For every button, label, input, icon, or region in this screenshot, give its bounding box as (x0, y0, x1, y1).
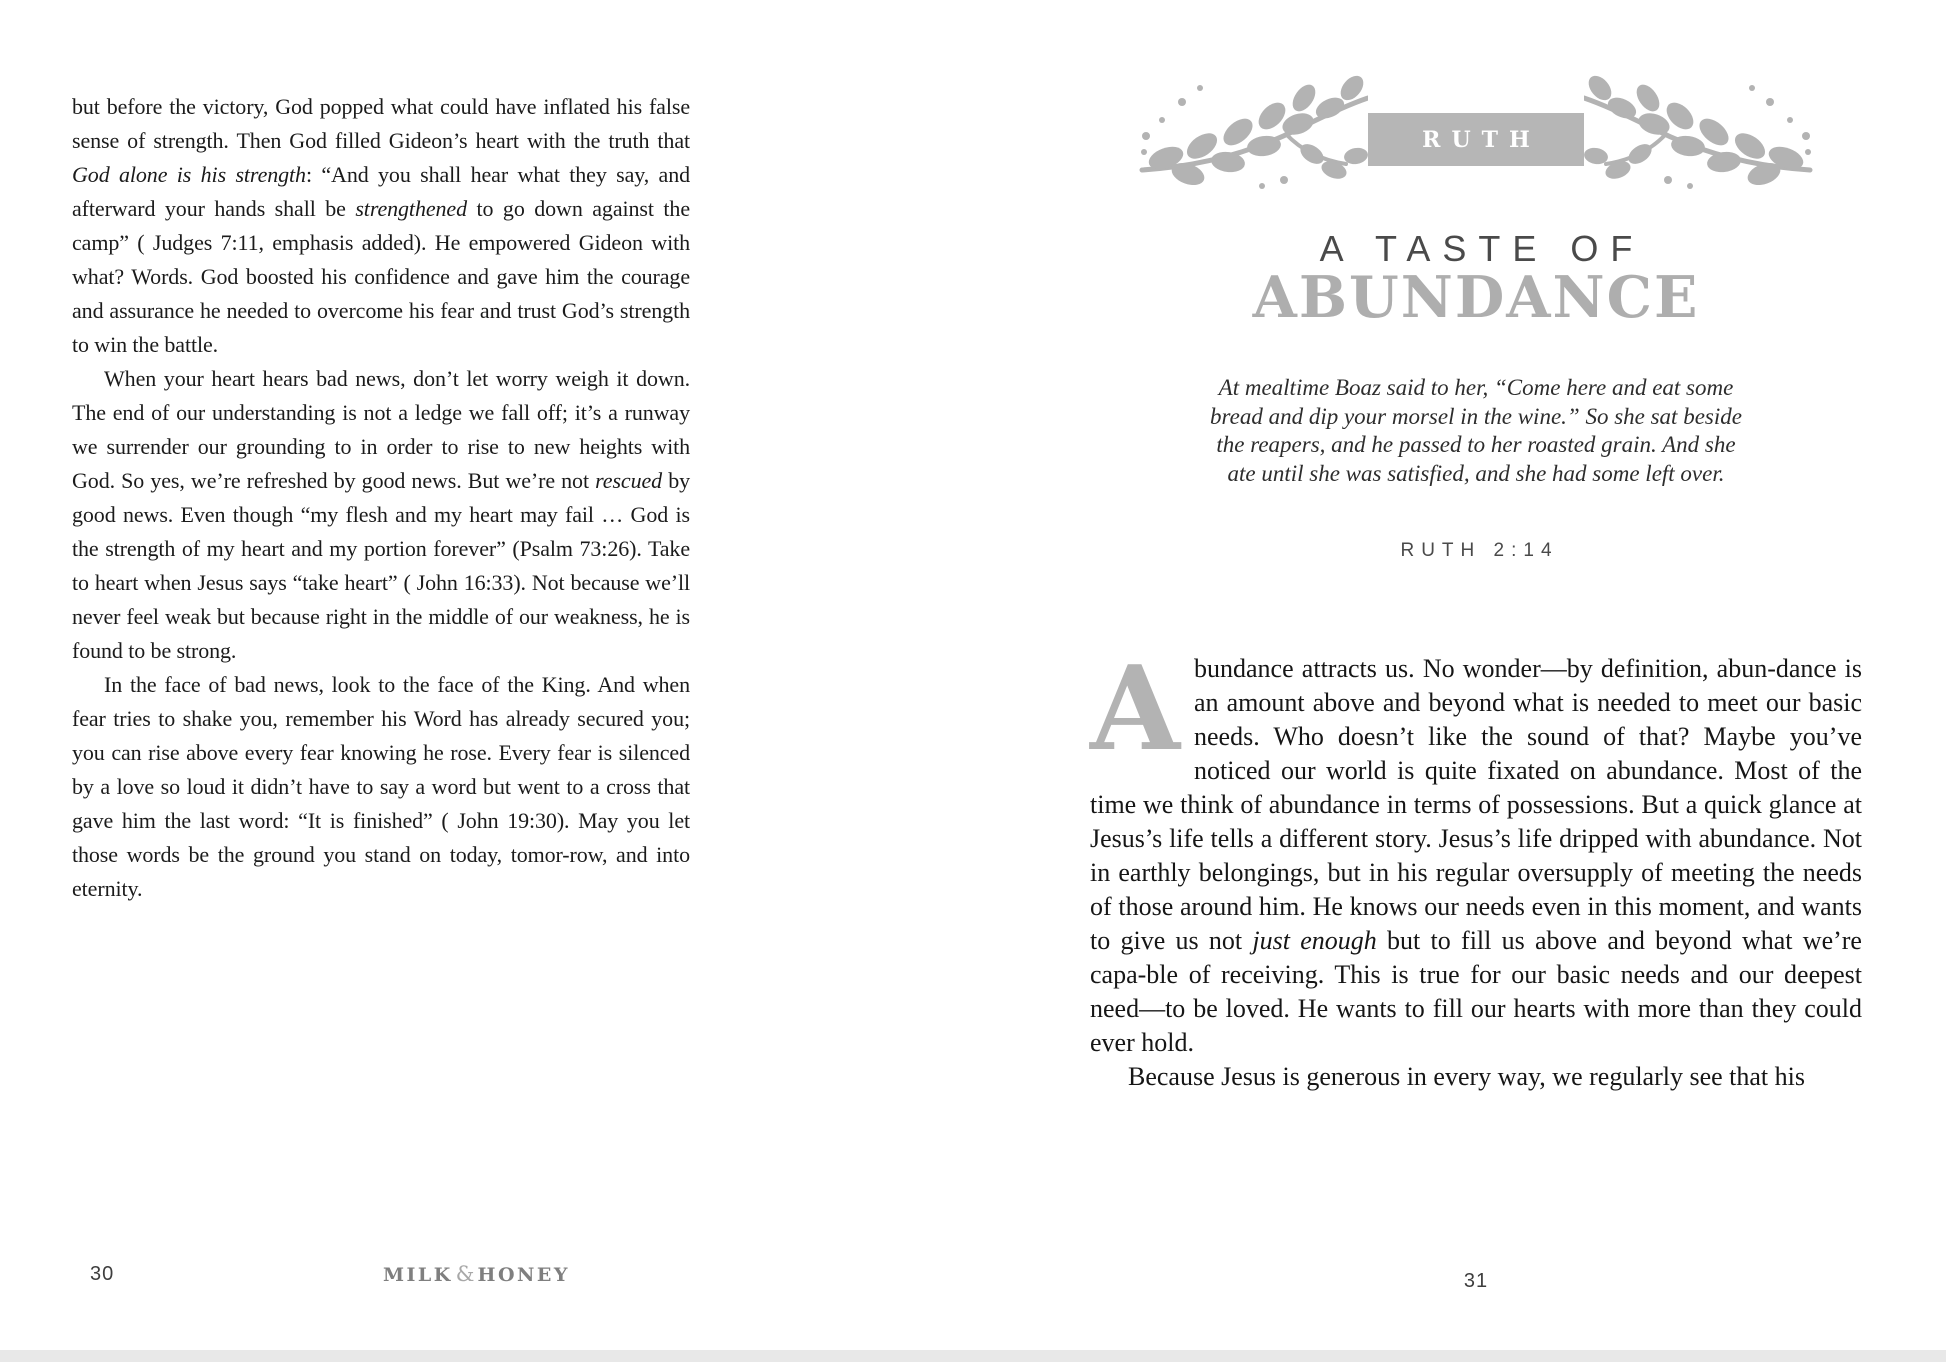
brand-word-honey: HONEY (477, 1264, 570, 1286)
epigraph-line: At mealtime Boaz said to her, “Come here and eat some (1218, 375, 1734, 400)
right-page-body-text (1090, 641, 1862, 1094)
book-brand-logo (383, 1262, 570, 1286)
scan-edge-strip (0, 1350, 1946, 1362)
chapter-title-line2: ABUNDANCE (1252, 264, 1700, 331)
epigraph-line: the reapers, and he passed to her roasted grain. And she (1216, 432, 1736, 457)
laurel-branch-left-icon (1136, 58, 1368, 198)
brand-ampersand: & (455, 1262, 475, 1286)
paragraph: but before the victory, God popped what could have inflated his false sense of strength. Then God filled Gideon’s heart with the truth that God alone is his strength: “And you shall hear what they say, and afterward your hands shall be strengthened to go down against the camp” ( Judges 7:11, emphasis added). He empowered Gideon with what? Words. God boosted his confidence and gave him the courage and assurance he needed to overcome his fear and trust God’s strength to win the battle. (72, 94, 690, 357)
paragraph: Abundance attracts us. No wonder—by definition, abun-dance is an amount above and beyond what is needed to meet our basic needs. Who doesn’t like the sound of that? Maybe you’ve noticed our world is quite fixated on abundance. Most of the time we think of abundance in terms of possessions. But a quick glance at Jesus’s life tells a different story. Jesus’s life dripped with abundance. Not in earthly belongings, but in his regular oversupply of meeting the needs of those around him. He knows our needs even in this moment, and wants to give us not just enough but to fill us above and beyond what we’re capa-ble of receiving. This is true for our basic needs and our deepest need—to be loved. He wants to fill our hearts with more than they could ever hold. (1090, 641, 1862, 1057)
drop-cap: A (1090, 641, 1181, 777)
left-page-number: 30 (90, 1263, 115, 1285)
paragraph: Because Jesus is generous in every way, we regularly see that his (1128, 1062, 1805, 1091)
chapter-book-banner (1368, 113, 1584, 166)
laurel-branch-right-icon (1584, 58, 1816, 198)
paragraph: When your heart hears bad news, don’t let worry weigh it down. The end of our understanding is not a ledge we fall off; it’s a runway we surrender our grounding to in order to rise to new heights with God. So yes, we’re refreshed by good news. But we’re not rescued by good news. Even though “my flesh and my heart may fail … God is the strength of my heart and my portion forever” (Psalm 73:26). Take to heart when Jesus says “take heart” ( John 16:33). Not because we’ll never feel weak but because right in the middle of our weakness, he is found to be strong. (72, 366, 691, 663)
verse-reference: RUTH 2:14 (1400, 540, 1559, 561)
epigraph-line: ate until she was satisfied, and she had some left over. (1227, 460, 1725, 486)
chapter-book-label: RUTH (1422, 126, 1541, 153)
epigraph-quote (1090, 374, 1862, 488)
right-page-number: 31 (1463, 1270, 1489, 1292)
left-page-body-text (72, 90, 690, 906)
brand-word-milk: MILK (383, 1264, 453, 1286)
epigraph-line: bread and dip your morsel in the wine.” So she sat beside (1210, 403, 1742, 429)
paragraph: In the face of bad news, look to the face of the King. And when fear tries to shake you, remember his Word has already secured you; you can rise above every fear knowing he rose. Every fear is silenced by a love so loud it didn’t have to say a word but went to a cross that gave him the last word: “It is finished” ( John 19:30). May you let those words be the ground you stand on today, tomor-row, and into eternity. (72, 672, 690, 901)
chapter-title-line1: A TASTE OF (1319, 228, 1645, 269)
